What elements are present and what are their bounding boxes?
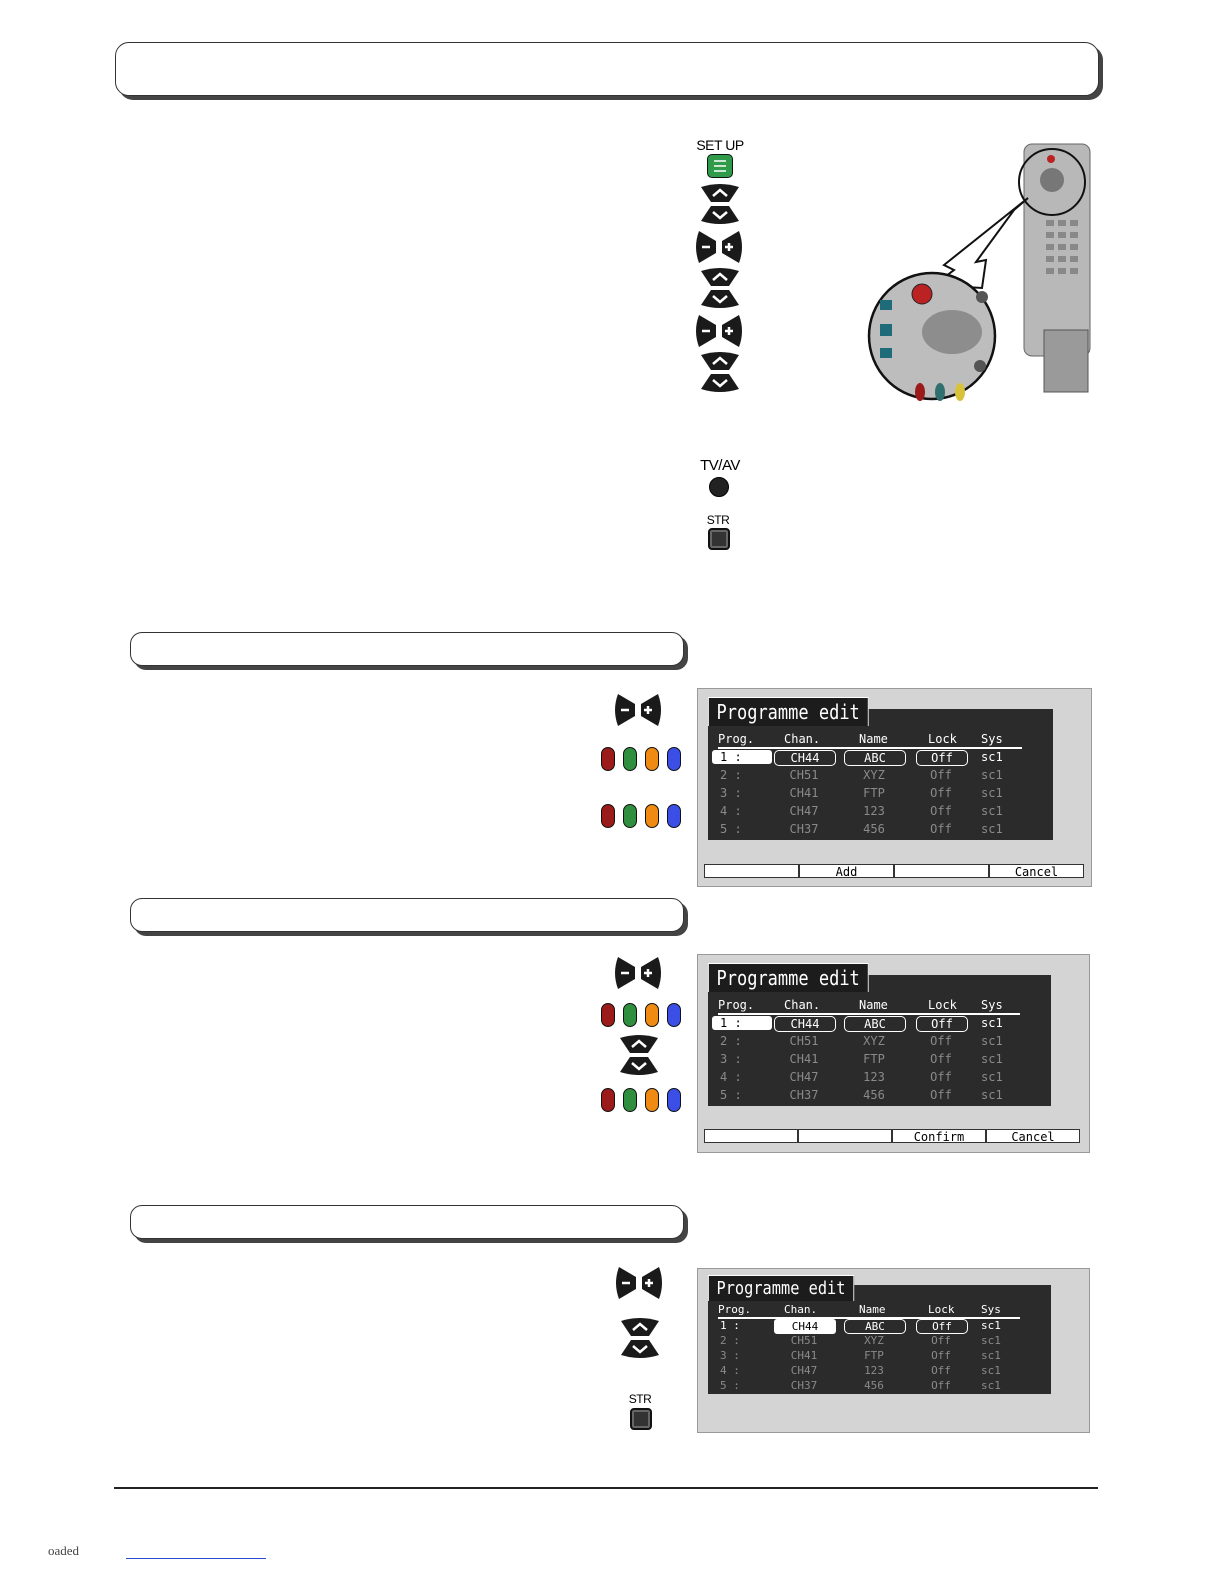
minus-plus-icon[interactable] (696, 313, 742, 349)
table-cell: Off (931, 1349, 951, 1362)
table-cell: 3 : (720, 1349, 740, 1362)
table-cell: FTP (863, 786, 885, 800)
table-cell: XYZ (863, 768, 885, 782)
confirm-button[interactable]: Confirm (892, 1129, 986, 1143)
table-cell: XYZ (864, 1334, 884, 1347)
table-cell: Off (930, 822, 952, 836)
table-cell: CH41 (790, 1349, 818, 1362)
table-cell: CH47 (789, 804, 819, 818)
table-cell[interactable]: ABC (844, 750, 906, 766)
table-cell: 456 (863, 822, 885, 836)
table-cell: 3 : (720, 786, 742, 800)
table-cell: 2 : (720, 1334, 740, 1347)
header-chan: Chan. (784, 1303, 818, 1316)
table-cell: sc1 (981, 1070, 1003, 1084)
table-cell: Off (930, 1070, 952, 1084)
cancel-button[interactable]: Cancel (986, 1129, 1080, 1143)
table-cell: Off (930, 1088, 952, 1102)
str-label: STR (628, 1392, 652, 1406)
table-cell: 123 (863, 804, 885, 818)
table-cell[interactable]: ABC (844, 1319, 906, 1334)
header-sys: Sys (981, 1303, 1001, 1316)
table-cell: 456 (864, 1379, 884, 1392)
table-cell: 3 : (720, 1052, 742, 1066)
color-buttons-icon[interactable] (601, 1003, 681, 1027)
bar-button-green[interactable] (798, 1129, 892, 1143)
table-cell: Off (931, 1364, 951, 1377)
table-cell: 123 (863, 1070, 885, 1084)
bar-button-red[interactable] (704, 864, 799, 878)
table-cell: sc1 (981, 1349, 1001, 1362)
str-label: STR (706, 513, 730, 527)
header-sys: Sys (981, 732, 1003, 746)
table-cell: CH47 (790, 1364, 818, 1377)
programme-edit-osd (697, 688, 1092, 887)
table-cell: Off (930, 1034, 952, 1048)
table-cell: 2 : (720, 1034, 742, 1048)
table-cell: Off (930, 768, 952, 782)
table-cell: 5 : (720, 1379, 740, 1392)
footer-rule (114, 1487, 1098, 1489)
table-cell: CH51 (789, 1034, 819, 1048)
programme-edit-osd (697, 1268, 1090, 1433)
table-cell: sc1 (981, 1016, 1003, 1030)
color-buttons-icon[interactable] (601, 804, 681, 828)
table-cell: CH37 (789, 1088, 819, 1102)
up-down-icon[interactable] (618, 1035, 660, 1075)
table-cell: sc1 (981, 750, 1003, 764)
up-down-icon[interactable] (699, 268, 741, 308)
header-chan: Chan. (784, 998, 821, 1012)
header-prog: Prog. (718, 1303, 752, 1316)
section-banner (130, 1205, 684, 1239)
table-cell[interactable]: Off (916, 750, 968, 766)
table-cell: XYZ (863, 1034, 885, 1048)
setup-label: SET UP (696, 137, 744, 153)
table-cell: FTP (863, 1052, 885, 1066)
bar-button-red[interactable] (704, 1129, 798, 1143)
table-cell: sc1 (981, 1379, 1001, 1392)
table-cell: CH51 (790, 1334, 818, 1347)
minus-plus-icon[interactable] (696, 229, 742, 265)
osd-button-bar (704, 864, 1084, 878)
section-banner (130, 632, 684, 666)
table-cell: 456 (863, 1088, 885, 1102)
header-name: Name (859, 1303, 886, 1316)
color-buttons-icon[interactable] (601, 1088, 681, 1112)
header-name: Name (859, 998, 888, 1012)
table-cell[interactable]: CH44 (774, 750, 836, 766)
color-buttons-icon[interactable] (601, 747, 681, 771)
table-cell: Off (930, 786, 952, 800)
table-cell[interactable]: ABC (844, 1016, 906, 1032)
table-cell[interactable]: 1 : (712, 750, 772, 764)
header-sys: Sys (981, 998, 1003, 1012)
table-cell[interactable]: 1 : (712, 1016, 772, 1030)
table-cell: 4 : (720, 1070, 742, 1084)
osd-button-bar (704, 1129, 1080, 1143)
header-name: Name (859, 732, 888, 746)
up-down-icon[interactable] (619, 1318, 661, 1358)
header-lock: Lock (928, 1303, 955, 1316)
table-cell: CH37 (789, 822, 819, 836)
table-cell: 1 : (720, 1319, 740, 1332)
header-lock: Lock (928, 998, 957, 1012)
table-cell: sc1 (981, 768, 1003, 782)
table-cell: 5 : (720, 822, 742, 836)
tvav-label: TV/AV (700, 457, 740, 474)
table-cell: Off (930, 804, 952, 818)
section-banner (130, 898, 684, 932)
table-cell: 4 : (720, 804, 742, 818)
up-down-icon[interactable] (699, 184, 741, 224)
str-icon[interactable] (708, 528, 730, 550)
str-icon[interactable] (630, 1408, 652, 1430)
cancel-button[interactable]: Cancel (989, 864, 1084, 878)
table-cell: CH41 (789, 1052, 819, 1066)
table-cell: sc1 (981, 1334, 1001, 1347)
table-cell: sc1 (981, 1364, 1001, 1377)
header-prog: Prog. (718, 998, 755, 1012)
tvav-icon[interactable] (709, 477, 729, 497)
table-cell: 5 : (720, 1088, 742, 1102)
footer-link[interactable] (126, 1558, 266, 1559)
header-lock: Lock (928, 732, 957, 746)
table-cell[interactable]: CH44 (774, 1016, 836, 1032)
table-cell: 123 (864, 1364, 884, 1377)
table-cell: Off (930, 1052, 952, 1066)
table-cell: 2 : (720, 768, 742, 782)
up-down-icon[interactable] (699, 352, 741, 392)
footer-text: oaded (48, 1543, 80, 1558)
table-cell[interactable]: Off (916, 1319, 968, 1334)
minus-plus-icon[interactable] (616, 1265, 662, 1301)
table-cell: Off (931, 1379, 951, 1392)
osd-title: Programme edit (708, 1275, 854, 1301)
minus-plus-icon[interactable] (615, 692, 661, 728)
osd-title: Programme edit (708, 697, 868, 726)
table-cell: sc1 (981, 786, 1003, 800)
table-cell: sc1 (981, 804, 1003, 818)
table-cell: sc1 (981, 1319, 1001, 1332)
table-cell: CH37 (790, 1379, 818, 1392)
bar-button-yellow[interactable] (894, 864, 989, 878)
table-cell[interactable]: CH44 (774, 1319, 836, 1334)
programme-edit-osd (697, 954, 1090, 1153)
table-cell: CH51 (789, 768, 819, 782)
table-cell: sc1 (981, 822, 1003, 836)
page-header-banner (115, 42, 1099, 96)
table-cell: CH47 (789, 1070, 819, 1084)
osd-title: Programme edit (708, 963, 868, 992)
table-cell: sc1 (981, 1034, 1003, 1048)
setup-icon[interactable] (707, 154, 733, 178)
table-cell[interactable]: Off (916, 1016, 968, 1032)
table-cell: 4 : (720, 1364, 740, 1377)
table-cell: CH41 (789, 786, 819, 800)
table-cell: Off (931, 1334, 951, 1347)
header-prog: Prog. (718, 732, 755, 746)
add-button[interactable]: Add (799, 864, 894, 878)
header-chan: Chan. (784, 732, 821, 746)
table-cell: FTP (864, 1349, 884, 1362)
minus-plus-icon[interactable] (615, 955, 661, 991)
table-cell: sc1 (981, 1052, 1003, 1066)
table-cell: sc1 (981, 1088, 1003, 1102)
remote-control-icon (864, 140, 1094, 405)
